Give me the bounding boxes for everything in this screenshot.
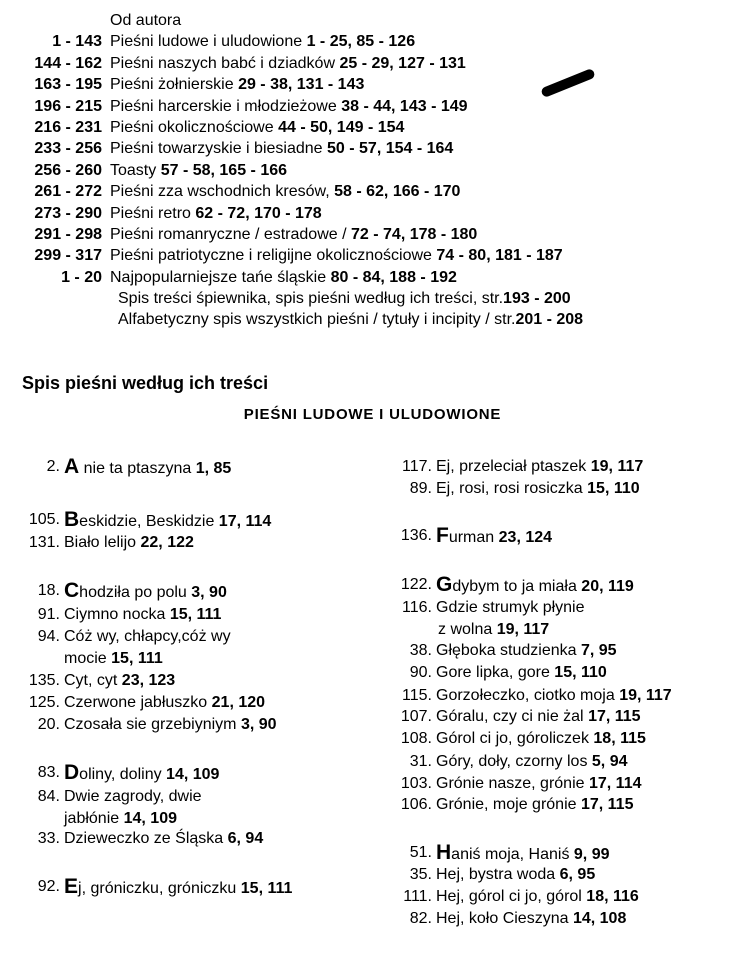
song-title [64,604,221,625]
song-title-text: Ciymno nocka [64,606,166,623]
toc-entry [110,138,453,159]
song-title-text: Gore lipka, gore [436,664,550,681]
toc-entry [110,31,415,52]
song-pages: 15, 111 [169,606,222,623]
toc-pages: 1 - 25, 85 - 126 [306,33,416,51]
toc-range: 196 - 215 [34,97,102,115]
song-title-text: dybym to ja miała [452,578,577,595]
song-number: 90. [409,664,432,681]
toc-extra-row [0,309,745,330]
toc-entry [110,117,404,138]
toc-range: 1 - 143 [52,33,102,51]
song-title [64,762,219,785]
song-title-text: z wolna [438,621,493,638]
song-pages: 23, 124 [498,529,553,546]
toc-entry [110,96,468,117]
toc-row [0,224,745,245]
song-number: 116. [402,599,432,616]
toc-range: 261 - 272 [34,183,102,201]
song-pages: 19, 117 [590,458,644,475]
song-title-text: Ej, przeleciał ptaszek [436,458,587,475]
song-title [64,509,271,532]
song-pages: 5, 94 [591,753,628,770]
toc-pages: 25 - 29, 127 - 131 [339,54,466,72]
section-title: Spis pieśni według ich treści [22,373,269,393]
toc-title: Pieśni żołnierskie [110,76,234,94]
toc-title: Pieśni patriotyczne i religijne okolicznościowe [110,247,432,265]
song-title-initial: H [436,841,452,864]
song-title-text: urman [448,529,495,546]
song-pages: 17, 115 [588,708,641,725]
song-number: 35. [409,866,432,883]
toc-range: 144 - 162 [34,54,102,72]
toc-extra-text: Alfabetyczny spis wszystkich pieśni / tytuły i incipity / str. [118,311,516,329]
toc-entry [110,74,364,95]
song-pages: 19, 117 [496,621,550,638]
toc-title: Pieśni retro [110,204,191,222]
toc-entry [110,245,563,266]
song-title-text: Hej, górol ci jo, górol [436,888,582,905]
song-title [436,908,626,929]
toc-header-row [0,10,745,31]
song-title-text: hodziła po polu [79,584,187,601]
song-number: 84. [37,788,60,805]
song-number: 20. [37,716,60,733]
section-subtitle: PIEŚNI LUDOWE I ULUDOWIONE [243,406,502,423]
song-pages: 23, 123 [121,672,176,689]
song-title [436,842,610,865]
song-pages: 18, 116 [586,888,639,905]
song-title [436,456,643,477]
toc-title: Pieśni zza wschodnich kresów, [110,183,330,201]
song-title-initial: C [64,579,80,602]
song-pages: 17, 115 [580,796,634,813]
song-pages: 15, 110 [587,480,640,497]
song-title [436,864,595,885]
toc-title: Pieśni naszych babć i dziadków [110,54,336,72]
toc-entry [110,224,477,245]
toc-row [0,181,745,202]
song-title [64,456,231,479]
toc-extra-pages: 193 - 200 [503,290,571,308]
song-title [64,714,277,735]
table-of-contents [0,10,745,331]
song-title [64,876,292,899]
toc-extra-row [0,288,745,309]
toc-entry [110,267,457,288]
toc-pages: 38 - 44, 143 - 149 [341,97,468,115]
song-title-text: nie ta ptaszyna [79,460,192,477]
toc-pages: 58 - 62, 166 - 170 [334,183,461,201]
song-pages: 19, 117 [619,687,672,704]
song-pages: 15, 111 [111,650,163,667]
toc-row [0,160,745,181]
song-title-text: Grónie nasze, grónie [436,775,585,792]
song-title-text: Cóż wy, chłapcy,cóż wy [64,628,231,645]
toc-pages: 72 - 74, 178 - 180 [351,225,478,243]
song-title [64,626,231,647]
toc-pages: 29 - 38, 131 - 143 [238,76,365,94]
song-title-text: Hej, bystra woda [436,866,556,883]
toc-row [0,138,745,159]
toc-title: Pieśni towarzyskie i biesiadne [110,140,323,158]
song-number: 2. [46,458,60,475]
song-number: 135. [28,672,60,689]
toc-row [0,245,745,266]
song-title [436,640,617,661]
song-pages: 7, 95 [580,642,617,659]
song-title [436,886,639,907]
song-title-initial: D [64,761,80,784]
toc-row [0,96,745,117]
song-title-text: Górol ci jo, góroliczek [436,730,589,747]
song-number: 18. [37,582,60,599]
song-number: 92. [37,878,60,895]
toc-pages: 80 - 84, 188 - 192 [330,268,457,286]
song-title-text: Czosała sie grzebiyniym [64,716,237,733]
song-number: 131. [28,534,60,551]
song-title [436,597,585,618]
song-title [64,532,194,553]
song-title [64,808,177,829]
song-title [64,786,202,807]
song-title-text: Hej, koło Cieszyna [436,910,569,927]
toc-range: 1 - 20 [61,268,102,286]
song-pages: 15, 111 [240,880,293,897]
song-pages: 14, 109 [123,810,177,827]
toc-range: 233 - 256 [34,140,102,158]
song-pages: 9, 99 [573,846,610,863]
song-title [436,662,607,683]
toc-extra-text: Spis treści śpiewnika, spis pieśni według ich treści, str. [118,290,504,308]
toc-range: 216 - 231 [34,118,102,136]
toc-pages: 50 - 57, 154 - 164 [327,140,454,158]
song-title-text: Góralu, czy ci nie żal [436,708,584,725]
toc-entry [110,181,460,202]
song-title-text: Dwie zagrody, dwie [64,788,202,805]
song-number: 38. [409,642,432,659]
song-title-text: Dzieweczko ze Śląska [64,830,224,847]
song-pages: 6, 95 [559,866,596,883]
song-title-text: j, gróniczku, gróniczku [78,880,237,897]
song-title-text: Gdzie strumyk płynie [436,599,585,616]
song-title [436,751,628,772]
toc-row [0,74,745,95]
toc-extra-pages: 201 - 208 [515,311,584,329]
toc-pages: 44 - 50, 149 - 154 [278,118,405,136]
toc-pages: 57 - 58, 165 - 166 [160,161,288,179]
song-number: 106. [400,796,432,813]
song-title-initial: E [64,875,79,898]
toc-pages: 62 - 72, 170 - 178 [195,204,322,222]
song-title-text: Ej, rosi, rosi rosiczka [436,480,583,497]
toc-entry [110,160,287,181]
song-number: 111. [403,888,432,905]
song-title-initial: A [64,455,80,478]
song-number: 89. [409,480,432,497]
song-pages: 1, 85 [195,460,232,477]
song-number: 82. [409,910,432,927]
toc-range: 163 - 195 [34,76,102,94]
song-number: 94. [37,628,60,645]
song-number: 117. [402,458,432,475]
song-title [438,619,549,640]
toc-header: Od autora [110,12,182,29]
song-title-text: oliny, doliny [79,766,162,783]
song-title-text: Czerwone jabłuszko [64,694,208,711]
toc-title: Najpopularniejsze tańe śląskie [110,268,327,286]
song-pages: 14, 109 [166,766,220,783]
song-title [64,670,175,691]
song-number: 91. [37,606,60,623]
toc-row [0,117,745,138]
song-title [64,580,227,603]
song-number: 136. [400,527,432,544]
song-title-text: Góry, doły, czorny los [436,753,588,770]
song-title-initial: B [64,508,80,531]
song-number: 83. [37,764,60,781]
toc-pages: 74 - 80, 181 - 187 [436,247,563,265]
song-pages: 14, 108 [572,910,627,927]
song-title-text: Biało lelijo [64,534,137,551]
song-number: 115. [402,687,432,704]
song-pages: 6, 94 [227,830,264,847]
song-pages: 22, 122 [140,534,194,551]
toc-title: Pieśni ludowe i uludowione [110,33,303,51]
toc-entry [110,53,466,74]
toc-row [0,203,745,224]
toc-title: Pieśni romanryczne / estradowe / [110,225,347,243]
song-pages: 20, 119 [581,578,634,595]
song-title-text: Głęboka studzienka [436,642,577,659]
song-number: 107. [400,708,432,725]
toc-range: 299 - 317 [34,247,102,265]
song-title-text: mocie [64,650,107,667]
song-title [436,525,552,548]
song-title [436,728,646,749]
song-title-text: Cyt, cyt [64,672,118,689]
song-title [436,794,633,815]
toc-range: 291 - 298 [34,225,102,243]
song-number: 108. [400,730,432,747]
song-number: 125. [28,694,60,711]
toc-title: Toasty [110,161,157,179]
song-title-text: jabłónie [64,810,120,827]
toc-range: 256 - 260 [34,161,102,179]
song-title [436,773,641,794]
toc-title: Pieśni harcerskie i młodzieżowe [110,97,337,115]
song-title-text: eskidzie, Beskidzie [79,513,215,530]
toc-row [0,31,745,52]
song-number: 105. [28,511,60,528]
song-title [64,692,265,713]
song-number: 51. [409,844,432,861]
song-title [64,648,163,669]
song-number: 122. [400,576,432,593]
song-title [436,706,641,727]
song-pages: 17, 114 [588,775,642,792]
toc-row [0,267,745,288]
song-title-text: aniś moja, Haniś [451,846,570,863]
toc-range: 273 - 290 [34,204,102,222]
song-pages: 18, 115 [593,730,646,747]
song-number: 103. [400,775,432,792]
song-pages: 15, 110 [554,664,607,681]
song-title [436,685,672,706]
song-title [64,828,263,849]
song-title-text: Gorzołeczko, ciotko moja [436,687,615,704]
song-number: 31. [409,753,432,770]
song-title-initial: G [436,573,453,596]
song-number: 33. [37,830,60,847]
song-title [436,478,640,499]
song-title-text: Grónie, moje grónie [436,796,577,813]
toc-title: Pieśni okolicznościowe [110,118,274,136]
toc-row [0,53,745,74]
toc-entry [110,203,322,224]
song-pages: 3, 90 [240,716,277,733]
song-pages: 3, 90 [191,584,227,601]
song-title-initial: F [436,524,449,547]
song-pages: 21, 120 [211,694,266,711]
song-pages: 17, 114 [218,513,272,530]
song-title [436,574,634,597]
